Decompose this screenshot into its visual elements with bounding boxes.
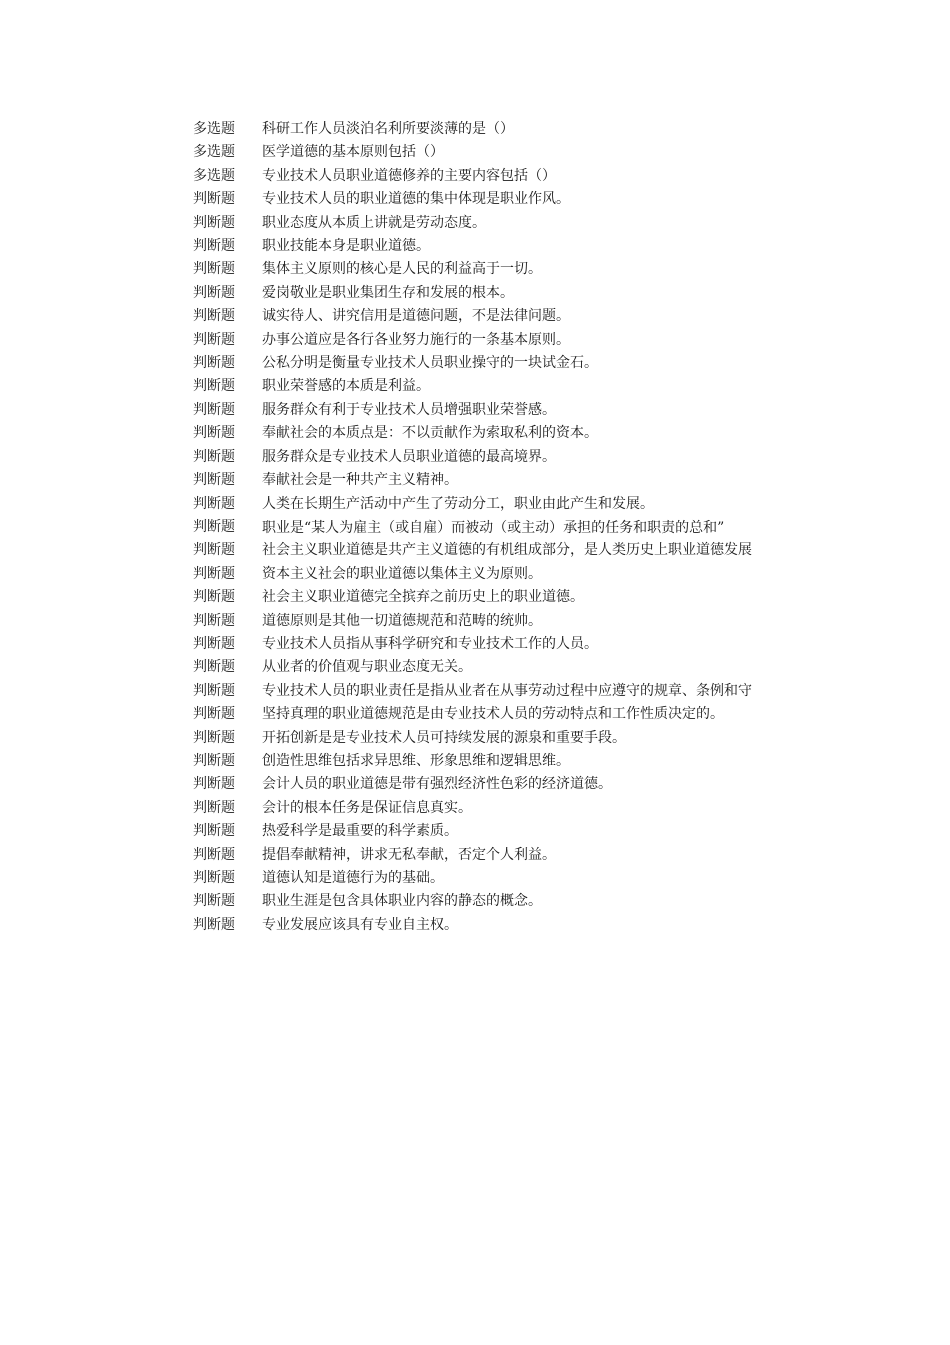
question-type: 判断题 (193, 589, 235, 606)
question-row (193, 539, 843, 562)
question-type: 判断题 (193, 448, 235, 465)
question-row (193, 703, 843, 726)
question-row (193, 141, 843, 164)
question-type: 判断题 (193, 916, 235, 933)
question-type: 判断题 (193, 635, 235, 652)
question-type: 多选题 (193, 144, 235, 161)
question-type: 判断题 (193, 331, 235, 348)
question-type: 判断题 (193, 729, 235, 746)
question-text: 科研工作人员淡泊名利所要淡薄的是（） (262, 121, 514, 137)
question-text: 职业是“某人为雇主（或自雇）而被动（或主动）承担的任务和职责的总和” (262, 519, 725, 536)
question-text: 提倡奉献精神，讲求无私奉献，否定个人利益。 (262, 846, 556, 863)
question-row (193, 188, 843, 211)
question-text: 服务群众有利于专业技术人员增强职业荣誉感。 (262, 401, 556, 418)
question-text: 爱岗敬业是职业集团生存和发展的根本。 (262, 284, 514, 301)
question-row (193, 656, 843, 679)
question-text: 职业技能本身是职业道德。 (262, 238, 430, 255)
question-text: 资本主义社会的职业道德以集体主义为原则。 (262, 565, 542, 582)
question-row (193, 282, 843, 305)
question-row (193, 610, 843, 633)
question-type: 判断题 (193, 846, 235, 863)
question-type: 判断题 (193, 284, 235, 301)
question-row (193, 446, 843, 469)
question-row (193, 750, 843, 773)
question-text: 职业态度从本质上讲就是劳动态度。 (262, 214, 486, 231)
question-text: 创造性思维包括求异思维、形象思维和逻辑思维。 (262, 752, 570, 769)
question-text: 职业荣誉感的本质是利益。 (262, 378, 430, 395)
question-row (193, 797, 843, 820)
question-text: 奉献社会是一种共产主义精神。 (262, 472, 458, 489)
question-type: 判断题 (193, 191, 235, 208)
question-text: 专业技术人员指从事科学研究和专业技术工作的人员。 (262, 635, 598, 652)
question-type: 判断题 (193, 706, 235, 723)
question-row (193, 469, 843, 492)
question-row (193, 820, 843, 843)
question-text: 道德原则是其他一切道德规范和范畴的统帅。 (262, 612, 542, 629)
question-type: 判断题 (193, 776, 235, 793)
question-type: 判断题 (193, 799, 235, 816)
question-text: 社会主义职业道德是共产主义道德的有机组成部分，是人类历史上职业道德发展 (262, 542, 752, 559)
question-type: 多选题 (193, 167, 235, 184)
question-text: 集体主义原则的核心是人民的利益高于一切。 (262, 261, 542, 278)
question-row (193, 563, 843, 586)
question-text: 道德认知是道德行为的基础。 (262, 870, 444, 886)
question-type: 判断题 (193, 518, 235, 535)
question-text: 坚持真理的职业道德规范是由专业技术人员的劳动特点和工作性质决定的。 (262, 706, 724, 723)
question-type: 判断题 (193, 659, 235, 676)
question-type: 多选题 (193, 121, 235, 137)
question-type: 判断题 (193, 238, 235, 255)
question-text: 职业生涯是包含具体职业内容的静态的概念。 (262, 893, 542, 910)
question-type: 判断题 (193, 752, 235, 769)
question-text: 人类在长期生产活动中产生了劳动分工，职业由此产生和发展。 (262, 495, 654, 512)
question-text: 公私分明是衡量专业技术人员职业操守的一块试金石。 (262, 355, 598, 372)
question-row (193, 352, 843, 375)
question-row (193, 914, 843, 937)
question-text-cell (262, 516, 843, 539)
question-type: 判断题 (193, 425, 235, 442)
question-row (193, 305, 843, 328)
question-text: 开拓创新是是专业技术人员可持续发展的源泉和重要手段。 (262, 729, 626, 746)
question-type: 判断题 (193, 261, 235, 278)
question-text: 诚实待人、讲究信用是道德问题，不是法律问题。 (262, 308, 570, 325)
question-text: 专业技术人员的职业道德的集中体现是职业作风。 (262, 191, 570, 208)
question-type: 判断题 (193, 682, 235, 699)
question-type: 判断题 (193, 401, 235, 418)
question-row (193, 493, 843, 516)
question-type: 判断题 (193, 612, 235, 629)
question-text: 会计人员的职业道德是带有强烈经济性色彩的经济道德。 (262, 776, 612, 793)
question-text: 社会主义职业道德完全摈弃之前历史上的职业道德。 (262, 589, 584, 606)
question-list (193, 118, 843, 937)
question-row (193, 516, 843, 539)
question-row (193, 235, 843, 258)
question-row (193, 633, 843, 656)
question-type: 判断题 (193, 823, 235, 840)
question-row (193, 586, 843, 609)
question-row (193, 165, 843, 188)
question-row (193, 680, 843, 703)
question-text: 奉献社会的本质点是：不以贡献作为索取私利的资本。 (262, 425, 598, 442)
question-row (193, 399, 843, 422)
question-type: 判断题 (193, 893, 235, 910)
question-text: 专业发展应该具有专业自主权。 (262, 916, 458, 933)
question-row (193, 329, 843, 352)
question-row (193, 212, 843, 235)
question-type: 判断题 (193, 495, 235, 512)
question-table (193, 118, 843, 937)
question-row (193, 118, 843, 141)
question-row (193, 258, 843, 281)
question-text: 从业者的价值观与职业态度无关。 (262, 659, 472, 676)
question-text: 会计的根本任务是保证信息真实。 (262, 799, 472, 816)
question-text: 专业技术人员职业道德修养的主要内容包括（） (262, 167, 556, 184)
question-text: 服务群众是专业技术人员职业道德的最高境界。 (262, 448, 556, 465)
question-row (193, 890, 843, 913)
question-text: 办事公道应是各行各业努力施行的一条基本原则。 (262, 331, 570, 348)
question-type: 判断题 (193, 870, 235, 886)
question-row (193, 867, 843, 890)
question-type: 判断题 (193, 542, 235, 559)
question-row (193, 375, 843, 398)
question-type: 判断题 (193, 378, 235, 395)
question-row (193, 422, 843, 445)
question-type: 判断题 (193, 355, 235, 372)
question-text: 专业技术人员的职业责任是指从业者在从事劳动过程中应遵守的规章、条例和守 (262, 682, 752, 699)
question-row (193, 727, 843, 750)
question-text: 医学道德的基本原则包括（） (262, 144, 444, 161)
question-type: 判断题 (193, 472, 235, 489)
question-type: 判断题 (193, 214, 235, 231)
question-row (193, 773, 843, 796)
question-type: 判断题 (193, 308, 235, 325)
question-row (193, 844, 843, 867)
question-text: 热爱科学是最重要的科学素质。 (262, 823, 458, 840)
question-type: 判断题 (193, 565, 235, 582)
